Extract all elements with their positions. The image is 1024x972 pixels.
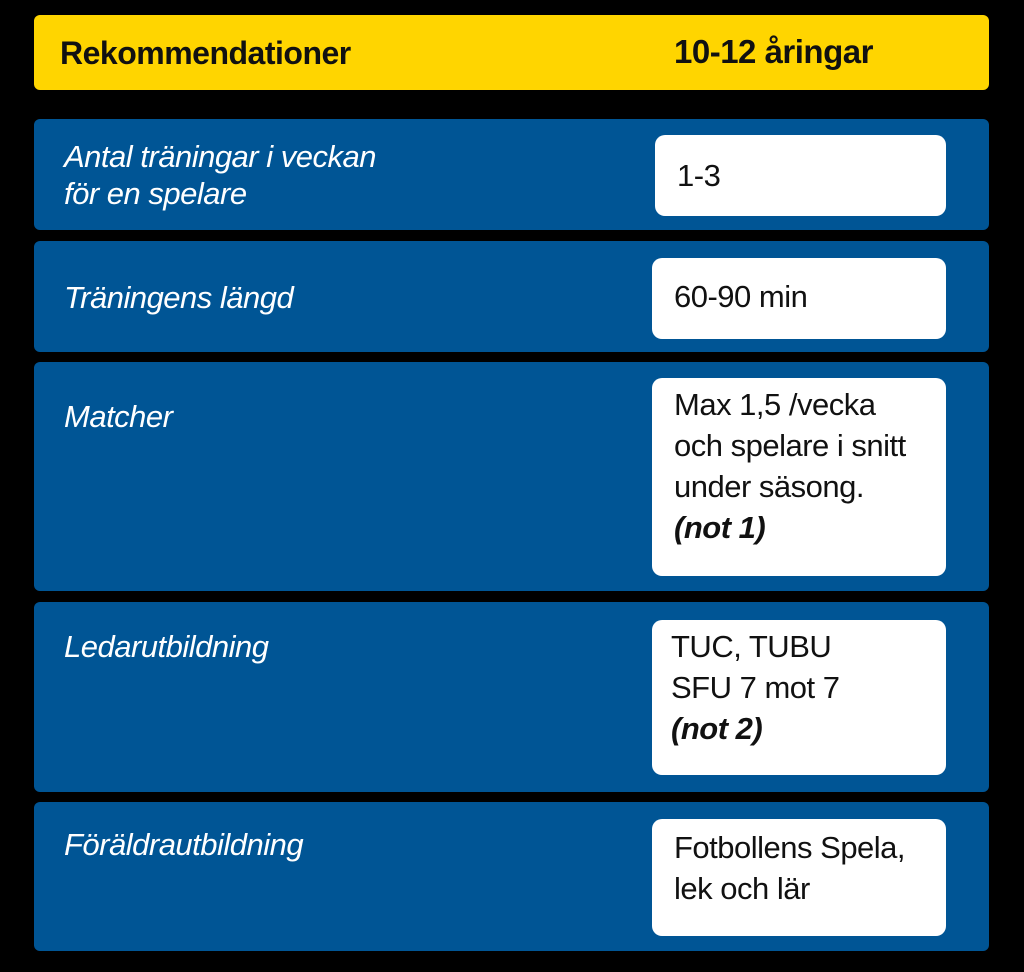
row-value-line: och spelare i snitt [674,428,906,463]
table-row-leader-education [34,602,989,792]
row-value-box [652,620,946,775]
table-row-matches [34,362,989,591]
row-value-line: Fotbollens Spela, [674,830,906,865]
row-value-note: (not 1) [674,510,766,545]
row-label: Matcher [64,399,173,434]
row-value-line: lek och lär [674,871,810,906]
row-value-box [652,819,946,936]
row-label: Ledarutbildning [64,629,269,664]
row-label: Antal träningar i veckan för en spelare [64,139,376,211]
row-label: Träningens längd [64,280,294,315]
table-row-training-length [34,241,989,352]
row-value-line: TUC, TUBU [671,629,832,664]
table-row-training-count [34,119,989,230]
row-value-box [652,378,946,576]
row-label: Föräldrautbildning [64,827,304,862]
row-value-line: 60-90 min [674,279,808,314]
row-value-line: 1-3 [677,158,721,193]
row-value-line: SFU 7 mot 7 [671,670,840,705]
row-value-note: (not 2) [671,711,763,746]
table-row-parent-education [34,802,989,951]
row-value-box [655,135,946,216]
header-recommendations-title: Rekommendationer [60,35,351,71]
header-age-group-title: 10-12 åringar [674,33,873,70]
table-header [34,15,989,90]
row-value-line: Max 1,5 /vecka [674,387,876,422]
row-value-line: under säsong. [674,469,864,504]
row-value-box [652,258,946,339]
